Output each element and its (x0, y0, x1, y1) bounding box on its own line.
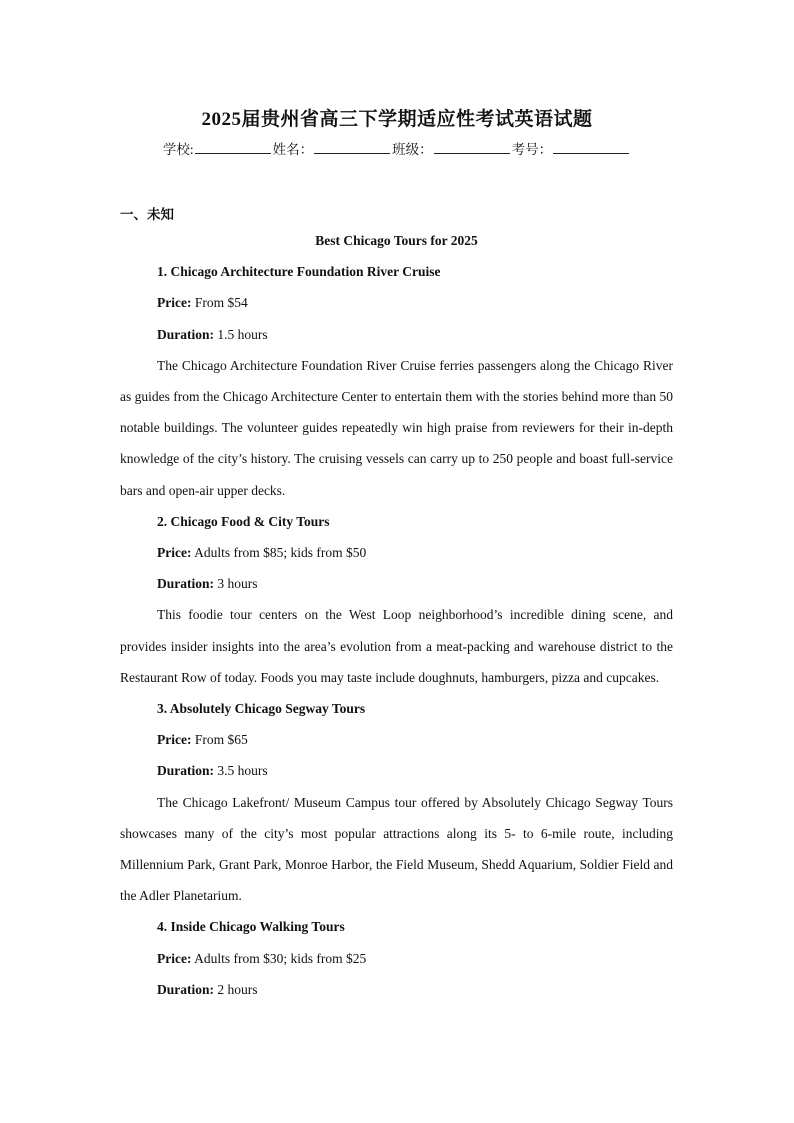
tour-price (120, 724, 673, 755)
duration-value: 1.5 hours (217, 326, 268, 342)
school-label: 学校: (162, 142, 194, 157)
duration-value: 3.5 hours (217, 763, 268, 779)
page-title: 2025届贵州省高三下学期适应性考试英语试题 (201, 109, 593, 130)
name-label: 姓名： (272, 142, 314, 157)
price-value: From $65 (194, 732, 248, 748)
price-value: Adults from $85; kids from $50 (194, 545, 367, 561)
price-label: Price: (157, 545, 192, 561)
tour-heading: 1. Chicago Architecture Foundation River Cruise (157, 264, 441, 280)
duration-label: Duration: (157, 576, 214, 592)
tour-price (120, 287, 673, 318)
duration-label: Duration: (157, 326, 214, 342)
name-blank (314, 141, 390, 154)
tour-description: This foodie tour centers on the West Loop neighborhood’s incredible dining scene, and provides insider insights into the area’s evolution from a meat-packing and warehouse district to the Restaurant Row of today. Foods you may taste include doughnuts, hamburgers, pizza and cupcakes. (120, 607, 673, 685)
section-heading: 一、未知 (120, 207, 174, 222)
exam-no-label: 考号： (511, 142, 553, 157)
duration-value: 2 hours (217, 981, 258, 997)
tour-duration (120, 319, 673, 350)
tour-description: The Chicago Architecture Foundation River Cruise ferries passengers along the Chicago River as guides from the Chicago Architecture Center to entertain them with the stories behind more than 50 notable buildings. The volunteer guides repeatedly win high praise from reviewers for their in-depth knowledge of the city’s history. The cruising vessels can carry up to 250 people and boast full-service bars and open-air upper decks. (120, 357, 673, 498)
article-title: Best Chicago Tours for 2025 (315, 233, 478, 248)
price-label: Price: (157, 950, 192, 966)
tour-price (120, 537, 673, 568)
price-label: Price: (157, 732, 192, 748)
tour-duration (120, 755, 673, 786)
duration-value: 3 hours (217, 576, 258, 592)
tour-duration (120, 974, 673, 1005)
school-blank (195, 141, 271, 154)
student-info-line (0, 138, 794, 158)
class-blank (434, 141, 510, 154)
tour-heading: 2. Chicago Food & City Tours (157, 513, 330, 529)
tour-heading: 4. Inside Chicago Walking Tours (157, 919, 345, 935)
tour-price (120, 943, 673, 974)
price-label: Price: (157, 295, 192, 311)
tour-description: The Chicago Lakefront/ Museum Campus tour offered by Absolutely Chicago Segway Tours showcases many of the city’s most popular attractions along its 5- to 6-mile route, including Millennium Park, Grant Park, Monroe Harbor, the Field Museum, Shedd Aquarium, Soldier Field and the Adler Planetarium. (120, 794, 673, 904)
class-label: 班级： (392, 142, 433, 157)
duration-label: Duration: (157, 981, 214, 997)
article-body (120, 225, 673, 1005)
price-value: Adults from $30; kids from $25 (194, 950, 367, 966)
price-value: From $54 (194, 295, 248, 311)
duration-label: Duration: (157, 763, 214, 779)
tour-duration (120, 568, 673, 599)
exam-no-blank (553, 141, 629, 154)
tour-heading: 3. Absolutely Chicago Segway Tours (157, 701, 366, 717)
